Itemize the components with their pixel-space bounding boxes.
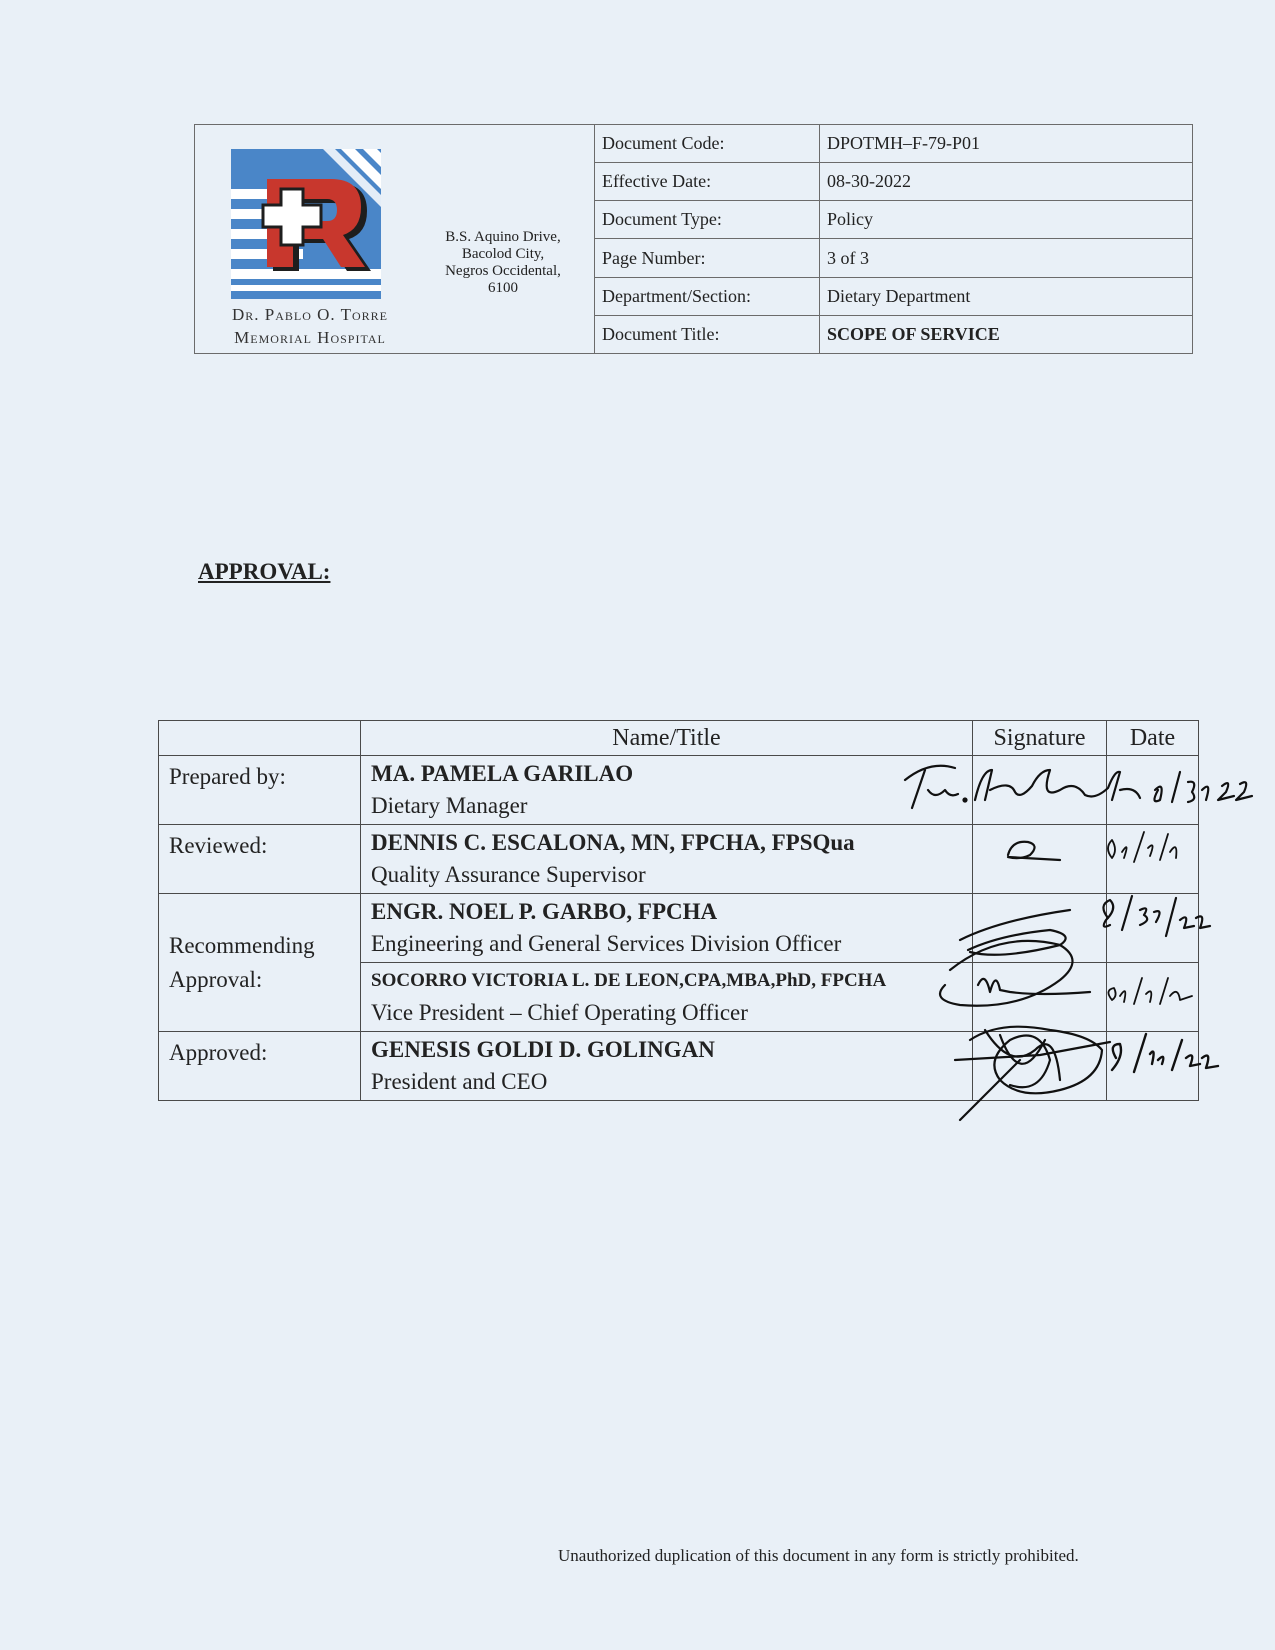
hospital-name bbox=[203, 303, 417, 349]
approval-row bbox=[159, 1032, 1199, 1101]
approval-row bbox=[159, 756, 1199, 825]
document-meta-table bbox=[595, 125, 1192, 353]
date-cell bbox=[1107, 894, 1199, 963]
meta-label: Effective Date: bbox=[595, 162, 820, 200]
approval-row bbox=[159, 894, 1199, 963]
approval-role: Approved: bbox=[159, 1032, 361, 1101]
meta-row bbox=[595, 125, 1192, 162]
column-header: Name/Title bbox=[361, 721, 973, 756]
meta-label: Document Type: bbox=[595, 201, 820, 239]
approval-role: Reviewed: bbox=[159, 825, 361, 894]
meta-value: 08-30-2022 bbox=[820, 162, 1193, 200]
approval-name-title bbox=[361, 963, 973, 1032]
meta-label: Document Title: bbox=[595, 316, 820, 353]
approver-title: Dietary Manager bbox=[371, 793, 528, 818]
meta-label: Department/Section: bbox=[595, 277, 820, 315]
date-cell bbox=[1107, 963, 1199, 1032]
meta-value: SCOPE OF SERVICE bbox=[827, 324, 1000, 345]
document-header bbox=[194, 124, 1193, 354]
footer-notice: Unauthorized duplication of this document in any form is strictly prohibited. bbox=[558, 1546, 1079, 1565]
hospital-name-line1: Dr. Pablo O. Torre bbox=[231, 305, 388, 324]
approver-title: Vice President – Chief Operating Officer bbox=[371, 1000, 748, 1025]
approver-title: Engineering and General Services Division Officer bbox=[371, 931, 842, 956]
approval-name-title bbox=[361, 894, 973, 963]
approver-title: Quality Assurance Supervisor bbox=[371, 862, 646, 887]
hospital-name-line2: Memorial Hospital bbox=[234, 328, 386, 347]
approval-name-title bbox=[361, 756, 973, 825]
meta-row bbox=[595, 239, 1192, 277]
date-cell bbox=[1107, 756, 1199, 825]
approval-role: Prepared by: bbox=[159, 756, 361, 825]
date-cell bbox=[1107, 825, 1199, 894]
approval-table bbox=[158, 720, 1199, 1101]
approval-role: Recommending Approval: bbox=[159, 894, 361, 1032]
hospital-logo-cell bbox=[195, 125, 595, 353]
approval-header-row bbox=[159, 721, 1199, 756]
date-cell bbox=[1107, 1032, 1199, 1101]
address-line: B.S. Aquino Drive, bbox=[445, 229, 561, 245]
meta-label: Document Code: bbox=[595, 125, 820, 162]
meta-row bbox=[595, 316, 1192, 353]
approval-name-title bbox=[361, 825, 973, 894]
signature-cell bbox=[973, 1032, 1107, 1101]
approver-name: ENGR. NOEL P. GARBO, FPCHA bbox=[371, 899, 718, 924]
hospital-logo-icon bbox=[231, 149, 387, 305]
approver-name: SOCORRO VICTORIA L. DE LEON,CPA,MBA,PhD, FPCHA bbox=[371, 970, 887, 991]
meta-value: Dietary Department bbox=[820, 277, 1193, 315]
approval-heading: APPROVAL: bbox=[198, 559, 331, 584]
approver-title: President and CEO bbox=[371, 1069, 548, 1094]
meta-row bbox=[595, 162, 1192, 200]
signature-cell bbox=[973, 825, 1107, 894]
approver-name: DENNIS C. ESCALONA, MN, FPCHA, FPSQua bbox=[371, 830, 855, 855]
meta-row bbox=[595, 201, 1192, 239]
approval-name-title bbox=[361, 1032, 973, 1101]
meta-value: Policy bbox=[820, 201, 1193, 239]
address-line: 6100 bbox=[488, 280, 518, 296]
meta-value: 3 of 3 bbox=[820, 239, 1193, 277]
column-header: Date bbox=[1107, 721, 1199, 756]
approver-name: MA. PAMELA GARILAO bbox=[371, 761, 634, 786]
hospital-address bbox=[417, 229, 589, 297]
address-line: Bacolod City, bbox=[461, 246, 545, 262]
column-header: Signature bbox=[973, 721, 1107, 756]
address-line: Negros Occidental, bbox=[445, 263, 561, 279]
role-column-header bbox=[159, 721, 361, 756]
signature-cell bbox=[973, 894, 1107, 963]
approval-row bbox=[159, 825, 1199, 894]
approver-name: GENESIS GOLDI D. GOLINGAN bbox=[371, 1037, 715, 1062]
signature-cell bbox=[973, 756, 1107, 825]
meta-row bbox=[595, 277, 1192, 315]
meta-label: Page Number: bbox=[595, 239, 820, 277]
meta-value: DPOTMH–F-79-P01 bbox=[820, 125, 1193, 162]
signature-cell bbox=[973, 963, 1107, 1032]
